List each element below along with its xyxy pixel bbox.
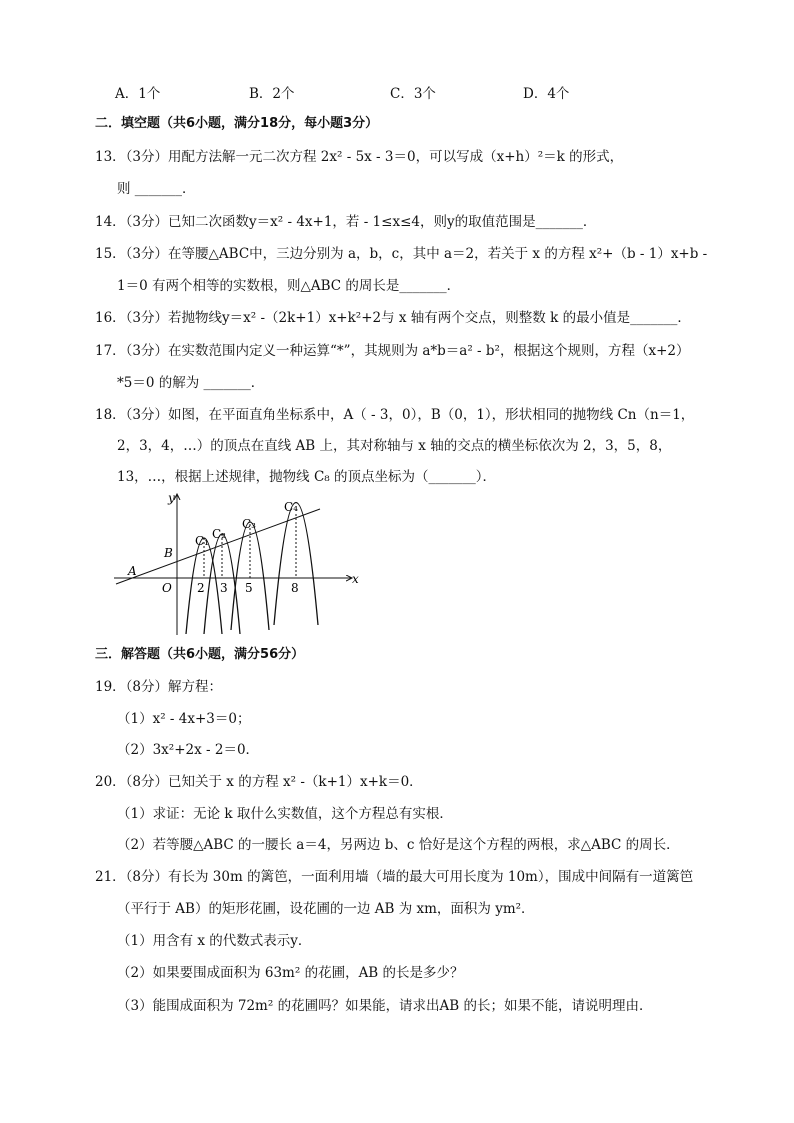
- option-a: A．1个: [115, 86, 161, 102]
- section-2-title: 二．填空题（共6小题，满分18分，每小题3分）: [95, 116, 379, 131]
- q21-line-1: 21．（8分）有长为 30m 的篱笆，一面利用墙（墙的最大可用长度为 10m），围成中间隔有一道篱笆: [95, 869, 694, 885]
- option-b: B．2个: [249, 86, 295, 102]
- tick-5: 5: [245, 581, 253, 595]
- label-c3: C₃: [242, 517, 256, 531]
- q21-sub-3: （3）能围成面积为 72m² 的花圃吗？如果能，请求出AB 的长；如果不能，请说明理由．: [117, 998, 653, 1014]
- label-o: O: [162, 581, 172, 595]
- q20-line-1: 20．（8分）已知关于 x 的方程 x² -（k+1）x+k＝0．: [95, 774, 423, 790]
- q15-line-1: 15．（3分）在等腰△ABC中，三边分别为 a，b，c，其中 a＝2，若关于 x 的方程 x²+（b - 1）x+b -: [95, 246, 708, 262]
- tick-8: 8: [291, 581, 299, 595]
- label-c1: C₁: [195, 534, 209, 548]
- parabola-figure: [112, 490, 372, 640]
- q15-line-2: 1＝0 有两个相等的实数根，则△ABC 的周长是_______．: [117, 278, 461, 294]
- q19-sub-1: （1）x² - 4x+3＝0；: [117, 711, 251, 727]
- q13-line-2: 则 _______．: [117, 181, 196, 197]
- tick-3: 3: [220, 581, 228, 595]
- label-c2: C₂: [212, 527, 226, 541]
- q18-line-3: 13，…，根据上述规律，抛物线 C₈ 的顶点坐标为（_______）．: [117, 469, 497, 485]
- q19-sub-2: （2）3x²+2x - 2＝0．: [117, 742, 260, 758]
- q21-line-2: （平行于 AB）的矩形花圃，设花圃的一边 AB 为 xm，面积为 ym²．: [117, 901, 535, 917]
- q17-line-2: *5＝0 的解为 _______．: [117, 375, 265, 391]
- label-b: B: [164, 546, 173, 560]
- option-c: C．3个: [390, 86, 436, 102]
- q20-sub-1: （1）求证：无论 k 取什么实数值，这个方程总有实根．: [117, 806, 453, 822]
- q14-line-1: 14．（3分）已知二次函数y＝x² - 4x+1，若 - 1≤x≤4，则y的取值范围是_______．: [95, 214, 597, 230]
- q13-line-1: 13．（3分）用配方法解一元二次方程 2x² - 5x - 3＝0，可以写成（x+h）²＝k 的形式，: [95, 149, 624, 165]
- q18-line-2: 2，3，4，…）的顶点在直线 AB 上，其对称轴与 x 轴的交点的横坐标依次为 2，3，5，8，: [117, 438, 672, 454]
- label-c4: C₄: [284, 500, 298, 514]
- option-d: D．4个: [523, 86, 570, 102]
- tick-2: 2: [197, 581, 205, 595]
- label-y: y: [168, 491, 175, 505]
- label-x: x: [352, 572, 359, 586]
- line-ab: [116, 509, 320, 584]
- q19-line-1: 19．（8分）解方程：: [95, 679, 223, 695]
- section-3-title: 三．解答题（共6小题，满分56分）: [95, 647, 305, 662]
- q18-line-1: 18．（3分）如图，在平面直角坐标系中，A（ - 3，0），B（0，1），形状相同的抛物线 Cn（n＝1，: [95, 407, 695, 423]
- label-a: A: [128, 564, 137, 578]
- q21-sub-1: （1）用含有 x 的代数式表示y．: [117, 933, 312, 949]
- q17-line-1: 17．（3分）在实数范围内定义一种运算“*”，其规则为 a*b＝a² - b²，根据这个规则，方程（x+2）: [95, 343, 690, 359]
- q16-line-1: 16．（3分）若抛物线y＝x² -（2k+1）x+k²+2与 x 轴有两个交点，则整数 k 的最小值是_______．: [95, 310, 691, 326]
- q20-sub-2: （2）若等腰△ABC 的一腰长 a＝4，另两边 b、c 恰好是这个方程的两根，求△ABC 的周长．: [117, 837, 680, 853]
- q21-sub-2: （2）如果要围成面积为 63m² 的花圃，AB 的长是多少？: [117, 965, 464, 981]
